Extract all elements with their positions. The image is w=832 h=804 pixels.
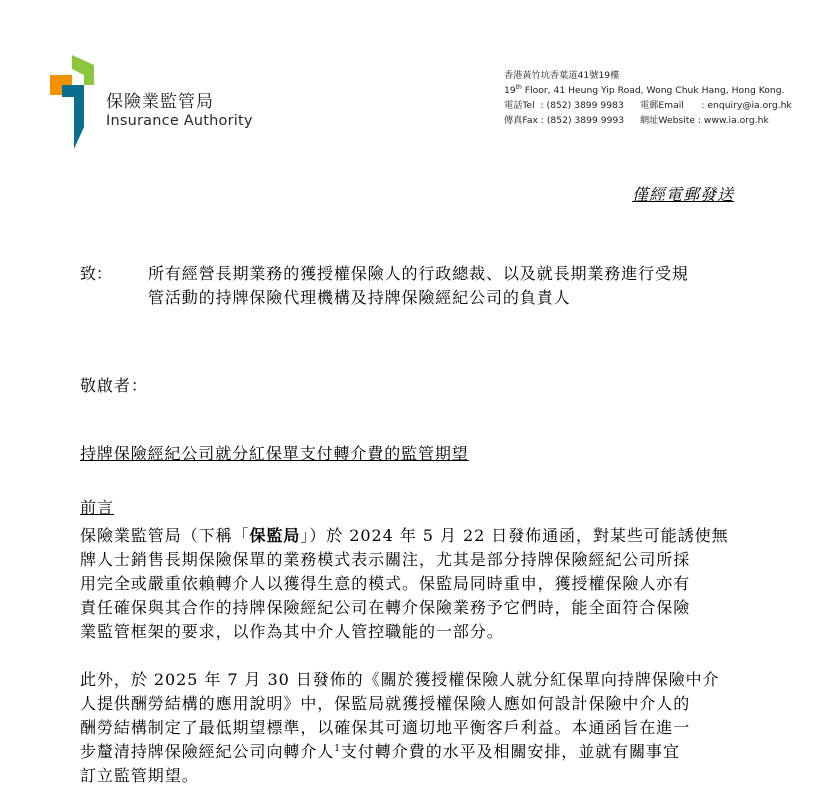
paragraph-1-line-2: 牌人士銷售長期保險保單的業務模式表示關注，尤其是部分持牌保險經紀公司所採 (80, 550, 691, 569)
org-name-zh: 保險業監管局 (106, 92, 214, 112)
paragraph-2-line-5: 訂立監管期望。 (80, 766, 199, 785)
org-name-en: Insurance Authority (106, 113, 253, 129)
paragraph-1-text-a: 保險業監管局（下稱「 (80, 526, 250, 545)
telephone: 電話Tel : (852) 3899 9983 (504, 100, 624, 111)
salutation: 敬啟者： (80, 376, 149, 395)
paragraph-2 (80, 668, 745, 788)
address-zh: 香港黃竹坑香葉道41號19樓 (504, 70, 620, 81)
paragraph-2-line-3: 酬勞結構制定了最低期望標準，以確保其可適切地平衡客戶利益。本通函旨在進一 (80, 718, 691, 737)
address-floor-suffix: th (515, 84, 522, 91)
address-floor-number: 19 (504, 85, 516, 96)
paragraph-2-line-2: 人提供酬勞結構的應用說明》中，保監局就獲授權保險人應如何設計保險中介人的 (80, 694, 691, 713)
defined-term-ia: 保監局 (249, 526, 301, 545)
paragraph-1-line-5: 業監管框架的要求，以作為其中介人管控職能的一部分。 (80, 622, 504, 641)
paragraph-1-line-4: 責任確保與其合作的持牌保險經紀公司在轉介保險業務予它們時，能全面符合保險 (80, 598, 691, 617)
addressee-line-2: 管活動的持牌保險代理機構及持牌保險經紀公司的負責人 (148, 288, 571, 307)
address-block (504, 68, 792, 128)
to-label: 致： (80, 264, 113, 283)
addressee-line-1: 所有經營長期業務的獲授權保險人的行政總裁、以及就長期業務進行受規 (148, 264, 689, 283)
paragraph-1-text-b: 」）於 2024 年 5 月 22 日發佈通函，對某些可能誘使無 (300, 526, 729, 545)
contact-row-2 (504, 113, 784, 128)
paragraph-1-line-3: 用完全或嚴重依賴轉介人以獲得生意的模式。保監局同時重申，獲授權保險人亦有 (80, 574, 691, 593)
paragraph-2-text-a: 步釐清持牌保險經紀公司向轉介人 (80, 742, 335, 761)
paragraph-1 (80, 524, 745, 644)
footnote-marker[interactable]: 1 (334, 744, 341, 754)
subject-title: 持牌保險經紀公司就分紅保單支付轉介費的監管期望 (80, 444, 469, 463)
paragraph-2-line-1: 此外，於 2025 年 7 月 30 日發佈的《關於獲授權保險人就分紅保單向持牌保險中介 (80, 670, 720, 689)
fax: 傳真Fax : (852) 3899 9993 (504, 115, 625, 126)
address-en (504, 83, 784, 98)
website[interactable]: 網址Website : www.ia.org.hk (640, 115, 769, 126)
address-en-rest: Floor, 41 Heung Yip Road, Wong Chuk Hang, Hong Kong. (521, 85, 785, 96)
section-heading-preface: 前言 (80, 498, 115, 517)
insurance-authority-logo (50, 55, 102, 149)
delivery-note: 僅經電郵發送 (632, 185, 735, 204)
logo-green-shape (72, 55, 94, 85)
paragraph-2-text-b: 支付轉介費的水平及相關安排，並就有關事宜 (340, 742, 680, 761)
email[interactable]: 電郵Email : enquiry@ia.org.hk (640, 100, 792, 111)
paragraph-2-line-4 (80, 740, 745, 764)
addressee (148, 262, 748, 310)
logo-teal-shape (62, 85, 84, 149)
contact-row-1 (504, 98, 792, 113)
paragraph-1-line-1 (80, 524, 745, 548)
logo-wordmark (106, 92, 253, 131)
